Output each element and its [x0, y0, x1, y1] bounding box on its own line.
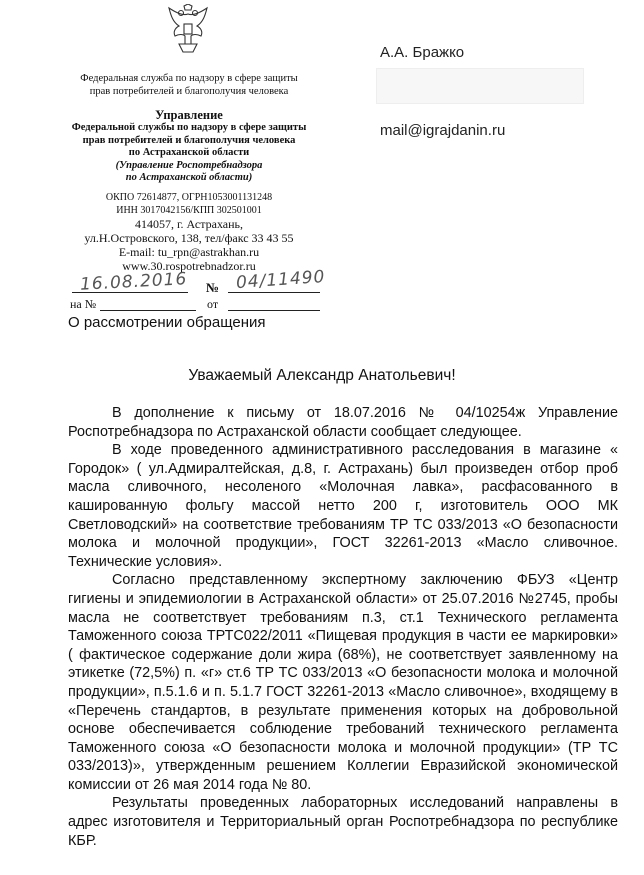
sender-details [48, 192, 330, 273]
sender-codes-2: ИНН 3017042156/КПП 302501001 [116, 204, 262, 216]
sender-website: www.30.rospotrebnadzor.ru [122, 259, 256, 273]
from-label: от [207, 297, 219, 311]
sender-address-1: 414057, г. Астрахань, [134, 217, 244, 231]
sender-email: E-mail: tu_rpn@astrakhan.ru [118, 245, 260, 259]
reference-label: на № [70, 297, 97, 311]
from-line [228, 310, 320, 311]
letter-subject: О рассмотрении обращения [68, 314, 266, 331]
agency-line-1: Федеральная служба по надзору в сфере защиты [80, 73, 298, 84]
registration-date: 16.08.2016 [79, 269, 188, 295]
paragraph-2: В ходе проведенного административного расследования в магазине « Городок» ( ул.Адмиралтейская, д.8, г. Астрахань) был произведен отбор проб масла сливочного, несоленого «Молочная лавка», расфасованного в кашированную фольгу массой нетто 200 г, изготовитель ООО МК Светловодский» на соответствие требованиям ТР ТС 033/2013 «О безопасности молока и молочной продукции», ГОСТ 32261-2013 «Масло сливочное. Технические условия». [68, 442, 618, 570]
department-short-1: (Управление Роспотребнадзора [115, 159, 263, 171]
letter-body [68, 404, 618, 850]
registration-number: 04/11490 [235, 266, 327, 294]
agency-line-2: прав потребителей и благополучия человека [89, 85, 289, 97]
number-sign: № [206, 280, 220, 295]
department-line-2: прав потребителей и благополучия человека [82, 134, 296, 146]
recipient-name: А.А. Бражко [380, 44, 465, 61]
sender-address-2: ул.Н.Островского, 138, тел/факс 33 43 55 [84, 231, 294, 245]
redacted-address [376, 68, 584, 104]
coat-of-arms-emblem [165, 4, 211, 54]
department-block [48, 108, 330, 185]
paragraph-1: В дополнение к письму от 18.07.2016 № 04/10254ж Управление Роспотребнадзора по Астраханской области сообщает следующее. [68, 405, 618, 440]
department-line-1: Федеральной службы по надзору в сфере защиты [71, 122, 307, 133]
recipient-email: mail@igrajdanin.ru [380, 122, 506, 139]
greeting: Уважаемый Александр Анатольевич! [188, 367, 456, 384]
agency-name [48, 73, 330, 98]
department-line-3: по Астраханской области [128, 147, 250, 158]
paragraph-4: Результаты проведенных лабораторных исследований направлены в адрес изготовителя и Территориальный орган Роспотребнадзора по республике КБР. [68, 795, 618, 849]
number-line [228, 292, 320, 293]
date-line [72, 292, 188, 293]
paragraph-3: Согласно представленному экспертному заключению ФБУЗ «Центр гигиены и эпидемиологии в Астраханской области» от 25.07.2016 №2745, пробы масла не соответствует требованиям п.3, ст.1 Технического регламента Таможенного союза ТРТС022/2011 «Пищевая продукция в части ее маркировки» ( фактическое содержание доли жира (68%), не соответствует заявленному на этикетке (72,5%) п. «г» ст.6 ТР ТС 033/2013 «О безопасности молока и молочной продукции», п.5.1.6 и п. 5.1.7 ГОСТ 32261-2013 «Масло сливочное», входящему в «Перечень стандартов, в результате применения которых на добровольной основе обеспечивается соблюдение требований технического регламента Таможенного союза «О безопасности молока и молочной продукции» (ТР ТС 033/2013)», утвержденным решением Коллегии Евразийской экономической комиссии от 26 мая 2014 года № 80. [68, 572, 618, 793]
department-title: Управление [155, 108, 223, 122]
reference-line [100, 310, 196, 311]
department-short-2: по Астраханской области) [125, 172, 253, 183]
sender-codes-1: ОКПО 72614877, ОГРН1053001131248 [105, 192, 273, 203]
